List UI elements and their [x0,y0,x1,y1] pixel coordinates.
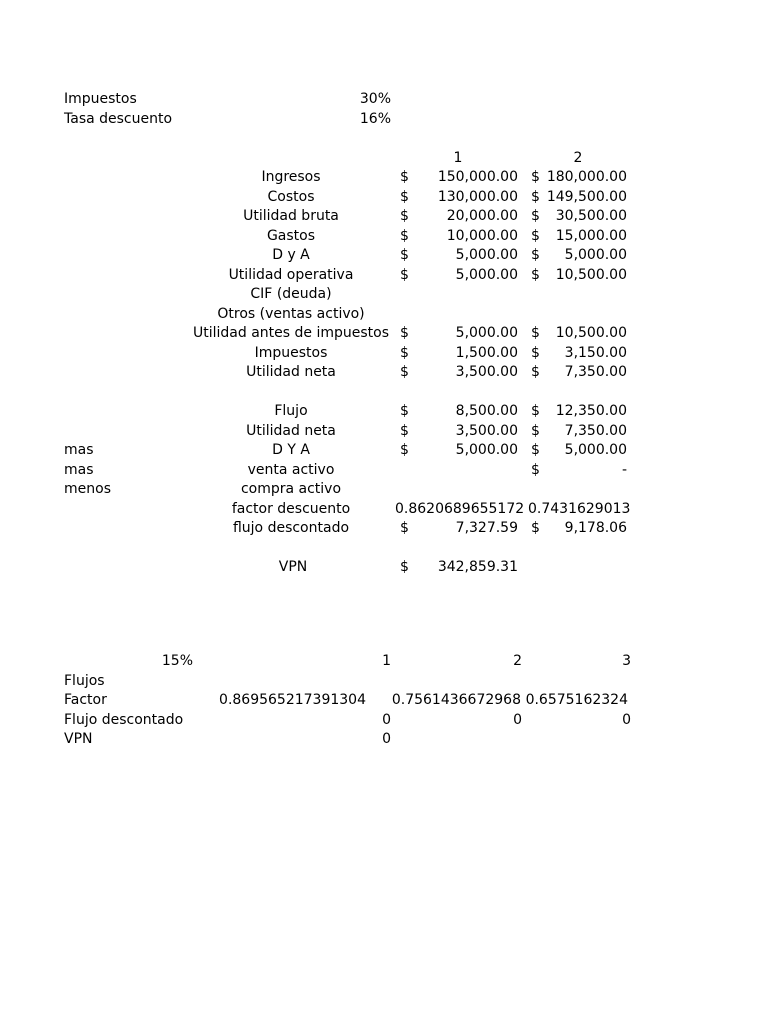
currency-symbol: $ [400,247,409,263]
currency-symbol: $ [531,461,540,478]
statement-row-label: D y A [272,247,310,263]
statement-value-period-1: 20,000.00 [446,208,518,224]
second-table-row-label: Flujos [64,672,105,689]
currency-symbol: $ [531,266,540,283]
cash-flow-prefix: mas [64,461,94,478]
currency-symbol: $ [400,325,409,341]
currency-symbol: $ [400,520,409,536]
second-table-row-label: VPN [64,731,93,747]
statement-row-label: Costos [267,188,315,205]
currency-symbol: $ [400,208,409,224]
cash-flow-value-period-2: 12,350.00 [555,403,627,419]
second-table-factor-value: 0.869565217391304 [219,692,366,708]
currency-symbol: $ [400,403,409,419]
second-table-value: 0 [382,711,391,728]
statement-value-period-2: 180,000.00 [546,169,627,185]
statement-row-label: Utilidad antes de impuestos [193,325,389,341]
currency-symbol: $ [400,442,409,458]
currency-symbol: $ [400,559,409,575]
currency-symbol: $ [531,325,540,341]
statement-row-label: Impuestos [254,344,328,361]
statement-value-period-2: 3,150.00 [564,344,627,361]
second-table-value: 0 [622,711,631,728]
currency-symbol: $ [400,227,409,244]
cash-flow-value-period-1: 3,500.00 [455,422,518,439]
statement-value-period-2: 149,500.00 [546,188,627,205]
statement-row-label: Ingresos [261,169,321,185]
second-table-factor-value: 0.6575162324 [525,692,628,708]
statement-value-period-1: 5,000.00 [455,325,518,341]
statement-value-period-1: 3,500.00 [455,364,518,380]
cash-flow-prefix: menos [64,481,111,497]
cash-flow-row-label: compra activo [240,481,342,497]
statement-row-label: Gastos [266,227,316,244]
impuestos-label: Impuestos [64,91,137,107]
cash-flow-row-label: D Y A [272,442,310,458]
cash-flow-value-period-1: 7,327.59 [455,520,518,536]
statement-row-label: Utilidad bruta [243,208,339,224]
currency-symbol: $ [531,403,540,419]
statement-row-label: Utilidad operativa [228,266,354,283]
vpn-label: VPN [278,559,308,575]
currency-symbol: $ [531,364,540,380]
currency-symbol: $ [531,520,540,536]
statement-value-period-1: 130,000.00 [437,188,518,205]
statement-value-period-2: 10,500.00 [555,325,627,341]
statement-value-period-1: 10,000.00 [446,227,518,244]
currency-symbol: $ [531,247,540,263]
second-table-factor-value: 0.7561436672968 [391,692,521,708]
statement-value-period-2: 7,350.00 [564,364,627,380]
currency-symbol: $ [531,169,540,185]
second-table-row-label: Flujo descontado [64,711,184,728]
cash-flow-row-label: venta activo [247,461,335,478]
cash-flow-value-period-2: 5,000.00 [564,442,627,458]
tasa-descuento-value: 16% [359,110,391,127]
currency-symbol: $ [400,422,409,439]
period-header-2: 2 [573,149,583,166]
statement-value-period-1: 5,000.00 [455,247,518,263]
discount-factor-period-1: 0.8620689655172 [395,500,525,517]
cash-flow-row-label: flujo descontado [232,520,350,536]
second-table-value: 0 [513,711,522,728]
currency-symbol: $ [400,188,409,205]
cash-flow-value-period-1: 5,000.00 [455,442,518,458]
cash-flow-value-period-2: - [621,461,627,478]
currency-symbol: $ [531,422,540,439]
statement-value-period-1: 150,000.00 [437,169,518,185]
currency-symbol: $ [531,227,540,244]
currency-symbol: $ [531,344,540,361]
statement-value-period-2: 30,500.00 [555,208,627,224]
vpn-value: 342,859.31 [437,559,518,575]
statement-row-label: Otros (ventas activo) [217,305,365,322]
currency-symbol: $ [531,188,540,205]
second-table-period-header: 2 [513,653,522,669]
impuestos-value: 30% [359,91,391,107]
currency-symbol: $ [400,266,409,283]
second-table-value: 0 [382,731,391,747]
cash-flow-row-label: factor descuento [231,500,351,517]
cash-flow-prefix: mas [64,442,94,458]
statement-row-label: Utilidad neta [246,364,336,380]
tasa-descuento-label: Tasa descuento [64,110,173,127]
cash-flow-value-period-1: 8,500.00 [455,403,518,419]
statement-row-label: CIF (deuda) [250,286,332,302]
cash-flow-row-label: Utilidad neta [246,422,336,439]
cash-flow-value-period-2: 9,178.06 [564,520,627,536]
currency-symbol: $ [400,169,409,185]
currency-symbol: $ [400,344,409,361]
cash-flow-row-label: Flujo [274,403,308,419]
period-header-1: 1 [453,149,463,166]
second-table-rate: 15% [161,653,193,669]
statement-value-period-2: 10,500.00 [555,266,627,283]
discount-factor-period-2: 0.7431629013 [528,500,631,517]
statement-value-period-1: 5,000.00 [455,266,518,283]
currency-symbol: $ [531,442,540,458]
second-table-period-header: 1 [382,653,391,669]
statement-value-period-2: 5,000.00 [564,247,627,263]
currency-symbol: $ [531,208,540,224]
second-table-period-header: 3 [622,653,631,669]
currency-symbol: $ [400,364,409,380]
statement-value-period-2: 15,000.00 [555,227,627,244]
cash-flow-value-period-2: 7,350.00 [564,422,627,439]
second-table-row-label: Factor [64,692,107,708]
statement-value-period-1: 1,500.00 [455,344,518,361]
